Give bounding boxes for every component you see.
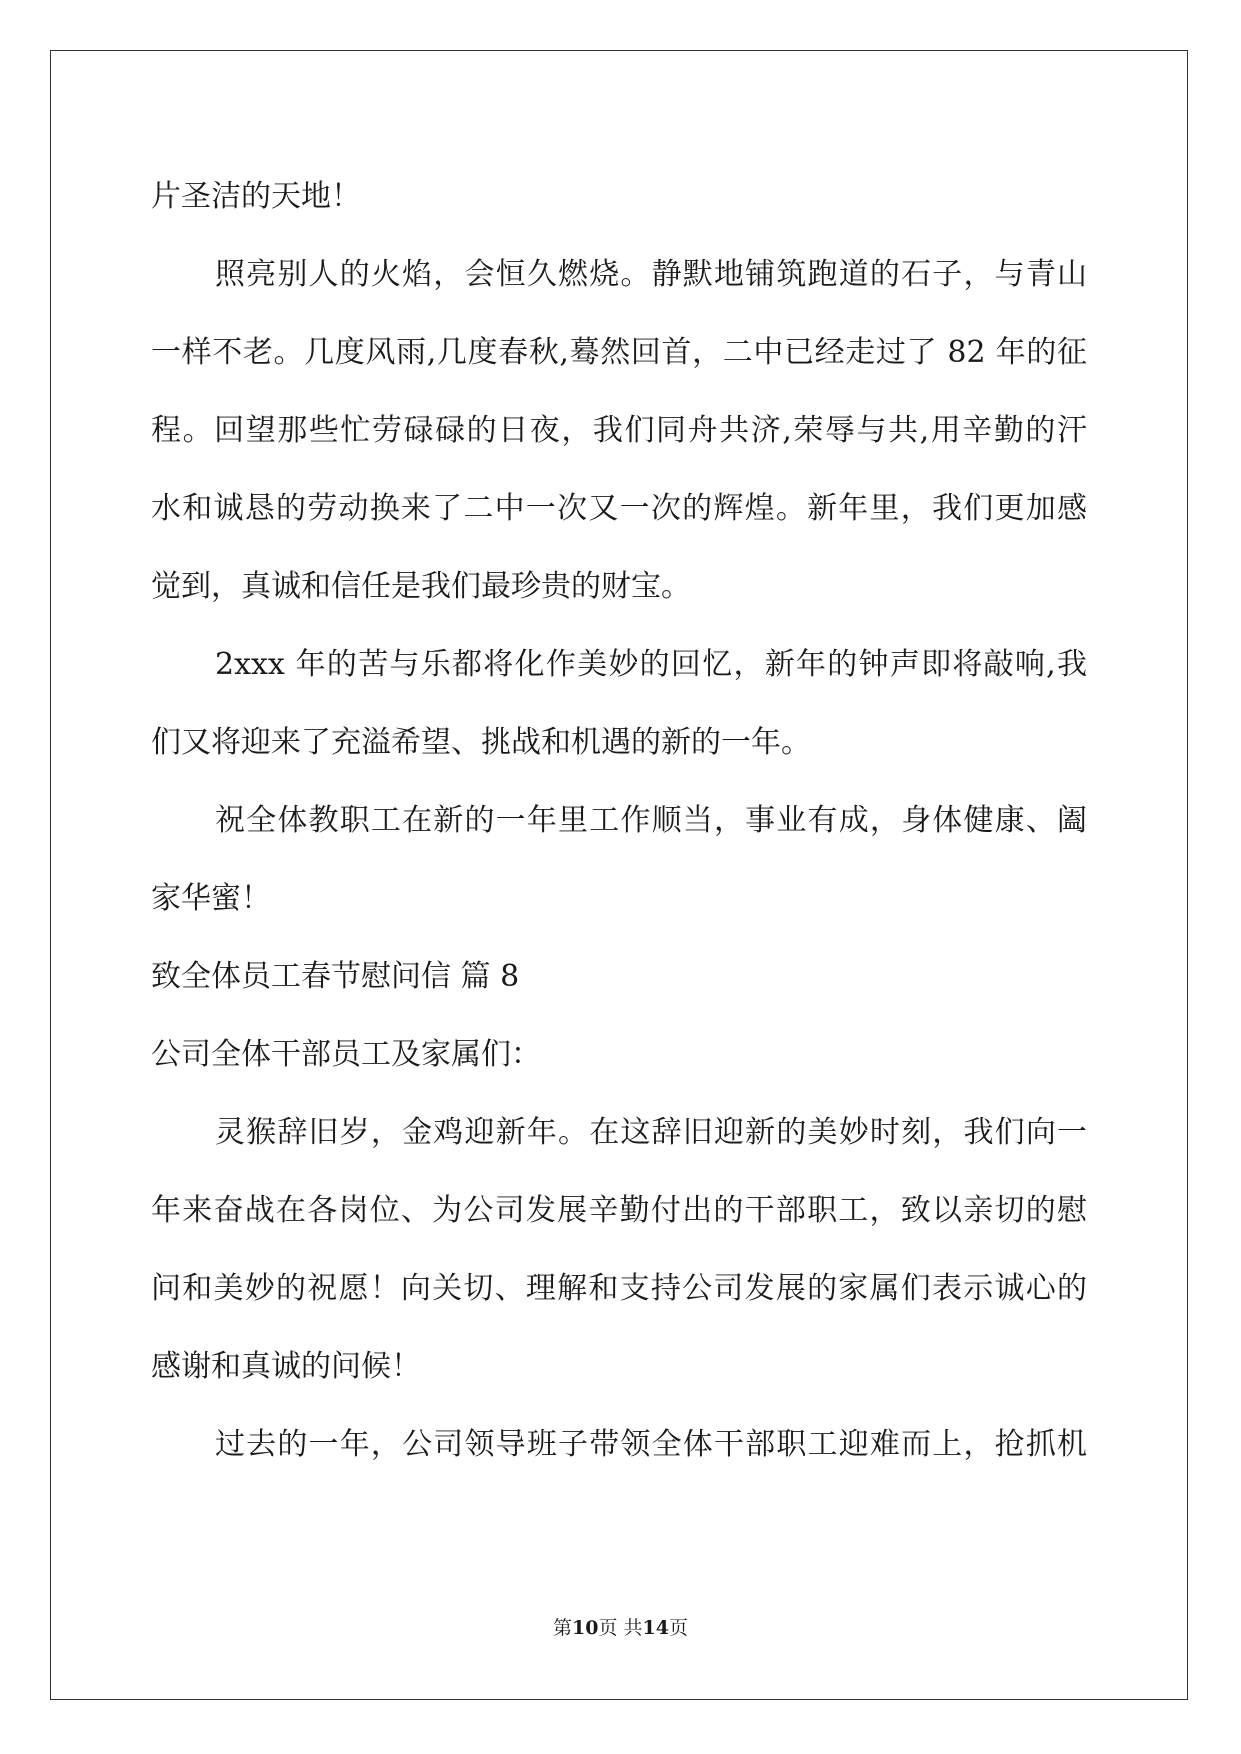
paragraph-line: 年来奋战在各岗位、为公司发展辛勤付出的干部职工，致以亲切的慰 (151, 1193, 1087, 1228)
footer-prefix: 第 (553, 1617, 573, 1639)
paragraph-line: 2xxx 年的苦与乐都将化作美妙的回忆，新年的钟声即将敲响,我 (215, 647, 1087, 682)
paragraph-line: 照亮别人的火焰，会恒久燃烧。静默地铺筑跑道的石子，与青山 (215, 257, 1087, 292)
paragraph-line: 问和美妙的祝愿！向关切、理解和支持公司发展的家属们表示诚心的 (151, 1271, 1087, 1306)
paragraph-line: 一样不老。几度风雨,几度春秋,蓦然回首，二中已经走过了 82 年的征 (151, 335, 1087, 370)
current-page-number: 10 (572, 1617, 599, 1639)
paragraph-line: 们又将迎来了充溢希望、挑战和机遇的新的一年。 (151, 725, 811, 760)
footer-suffix: 页 (668, 1617, 688, 1639)
paragraph-line: 水和诚恳的劳动换来了二中一次又一次的辉煌。新年里，我们更加感 (151, 491, 1087, 526)
total-pages-number: 14 (642, 1617, 669, 1639)
paragraph-line: 祝全体教职工在新的一年里工作顺当，事业有成，身体健康、阖 (215, 803, 1087, 838)
paragraph-line: 感谢和真诚的问候！ (151, 1349, 421, 1384)
section-heading: 致全体员工春节慰问信 篇 8 (151, 959, 520, 994)
document-body (151, 158, 1087, 1484)
page-footer (0, 1616, 1241, 1640)
paragraph-line: 觉到，真诚和信任是我们最珍贵的财宝。 (151, 569, 691, 604)
footer-middle: 页 共 (598, 1617, 643, 1639)
paragraph-line: 灵猴辞旧岁，金鸡迎新年。在这辞旧迎新的美妙时刻，我们向一 (215, 1115, 1087, 1150)
paragraph-line: 过去的一年，公司领导班子带领全体干部职工迎难而上，抢抓机 (215, 1427, 1087, 1462)
paragraph-line: 片圣洁的天地！ (151, 179, 361, 214)
paragraph-line: 程。回望那些忙劳碌碌的日夜，我们同舟共济,荣辱与共,用辛勤的汗 (151, 413, 1087, 448)
paragraph-line: 家华蜜！ (151, 881, 271, 916)
salutation: 公司全体干部员工及家属们： (151, 1037, 541, 1072)
